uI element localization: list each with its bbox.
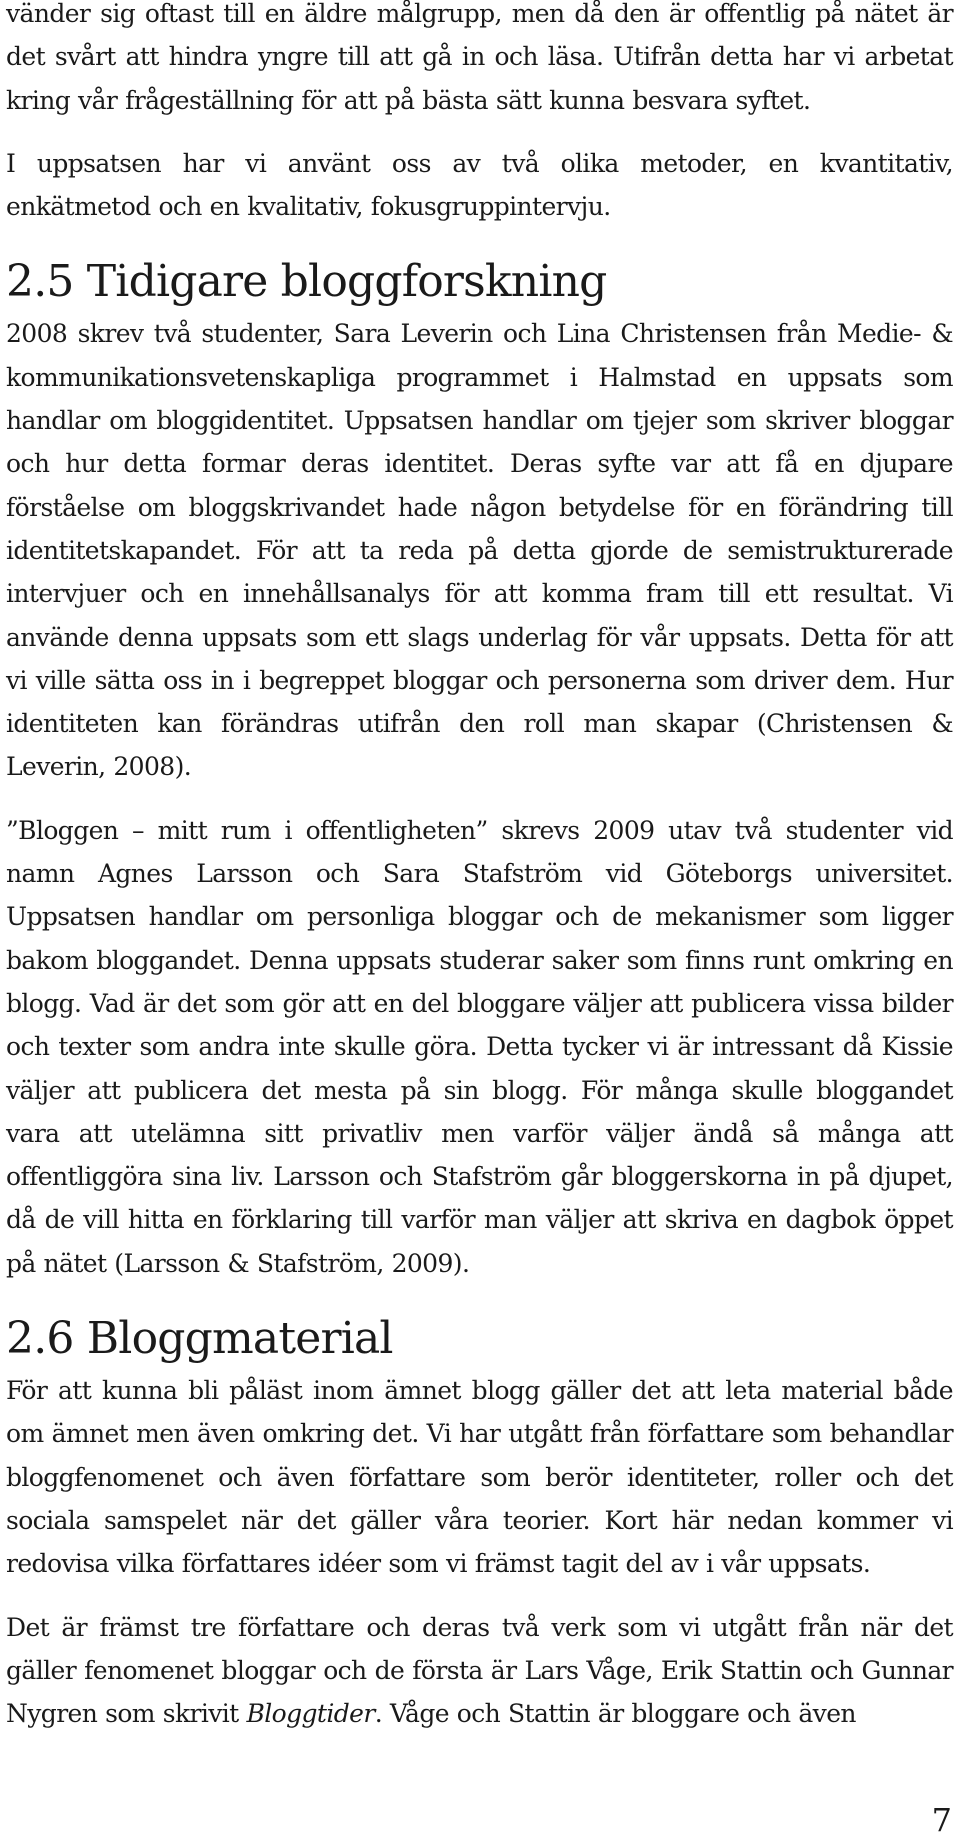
section-2-6-paragraph-1: För att kunna bli påläst inom ämnet blogg gäller det att leta material både om ämnet men även omkring det. Vi har utgått från författare som behandlar bloggfenomenet och även författare som berör identiteter, roller och det sociala samspelet när det gäller våra teorier. Kort här nedan kommer vi redovisa vilka författares idéer som vi främst tagit del av i vår uppsats.: [6, 1376, 953, 1579]
section-heading-2-5: 2.5 Tidigare bloggforskning: [6, 256, 607, 308]
intro-paragraph: vänder sig oftast till en äldre målgrupp, men då den är offentlig på nätet är det svårt att hindra yngre till att gå in och läsa. Utifrån detta har vi arbetat kring vår frågeställning för att på bästa sätt kunna besvara syftet.: [6, 0, 953, 115]
document-page: [6, 0, 953, 1735]
section-2-5-paragraph-2: ”Bloggen – mitt rum i offentligheten” skrevs 2009 utav två studenter vid namn Agnes Larsson och Sara Stafström vid Göteborgs universitet. Uppsatsen handlar om personliga bloggar och de mekanismer som ligger bakom bloggandet. Denna uppsats studerar saker som finns runt omkring en blogg. Vad är det som gör att en del bloggare väljer att publicera vissa bilder och texter som andra inte skulle göra. Detta tycker vi är intressant då Kissie väljer att publicera det mesta på sin blogg. För många skulle bloggandet vara att utelämna sitt privatliv men varför väljer ändå så många att offentliggöra sina liv. Larsson och Stafström går bloggerskorna in på djupet, då de vill hitta en förklaring till varför man väljer att skriva en dagbok öppet på nätet (Larsson & Stafström, 2009).: [6, 815, 953, 1278]
section-2-6-paragraph-2: [6, 1606, 953, 1736]
methods-paragraph: I uppsatsen har vi använt oss av två olika metoder, en kvantitativ, enkätmetod och en kvalitativ, fokusgruppintervju.: [6, 148, 953, 222]
section-2-5-paragraph-1: 2008 skrev två studenter, Sara Leverin och Lina Christensen från Medie- & kommunikationsvetenskapliga programmet i Halmstad en uppsats som handlar om bloggidentitet. Uppsatsen handlar om tjejer som skriver bloggar och hur detta formar deras identitet. Deras syfte var att få en djupare förståelse om bloggskrivandet hade någon betydelse för en förändring till identitetskapandet. För att ta reda på detta gjorde de semistrukturerade intervjuer och en innehållsanalys för att komma fram till ett resultat. Vi använde denna uppsats som ett slags underlag för vår uppsats. Detta för att vi ville sätta oss in i begreppet bloggar och personerna som driver dem. Hur identiteten kan förändras utifrån den roll man skapar (Christensen & Leverin, 2008).: [6, 319, 953, 782]
paragraph-text-after-title: . Våge och Stattin är bloggare och även: [374, 1699, 856, 1729]
book-title: Bloggtider: [246, 1699, 375, 1729]
section-heading-2-6: 2.6 Bloggmaterial: [6, 1313, 393, 1365]
page-number: 7: [931, 1801, 952, 1839]
paragraph-text-before-title: Det är främst tre författare och deras två verk som vi utgått från när det gäller fenomenet bloggar och de första är Lars Våge, Erik Stattin och Gunnar Nygren som skrivit: [6, 1612, 953, 1729]
